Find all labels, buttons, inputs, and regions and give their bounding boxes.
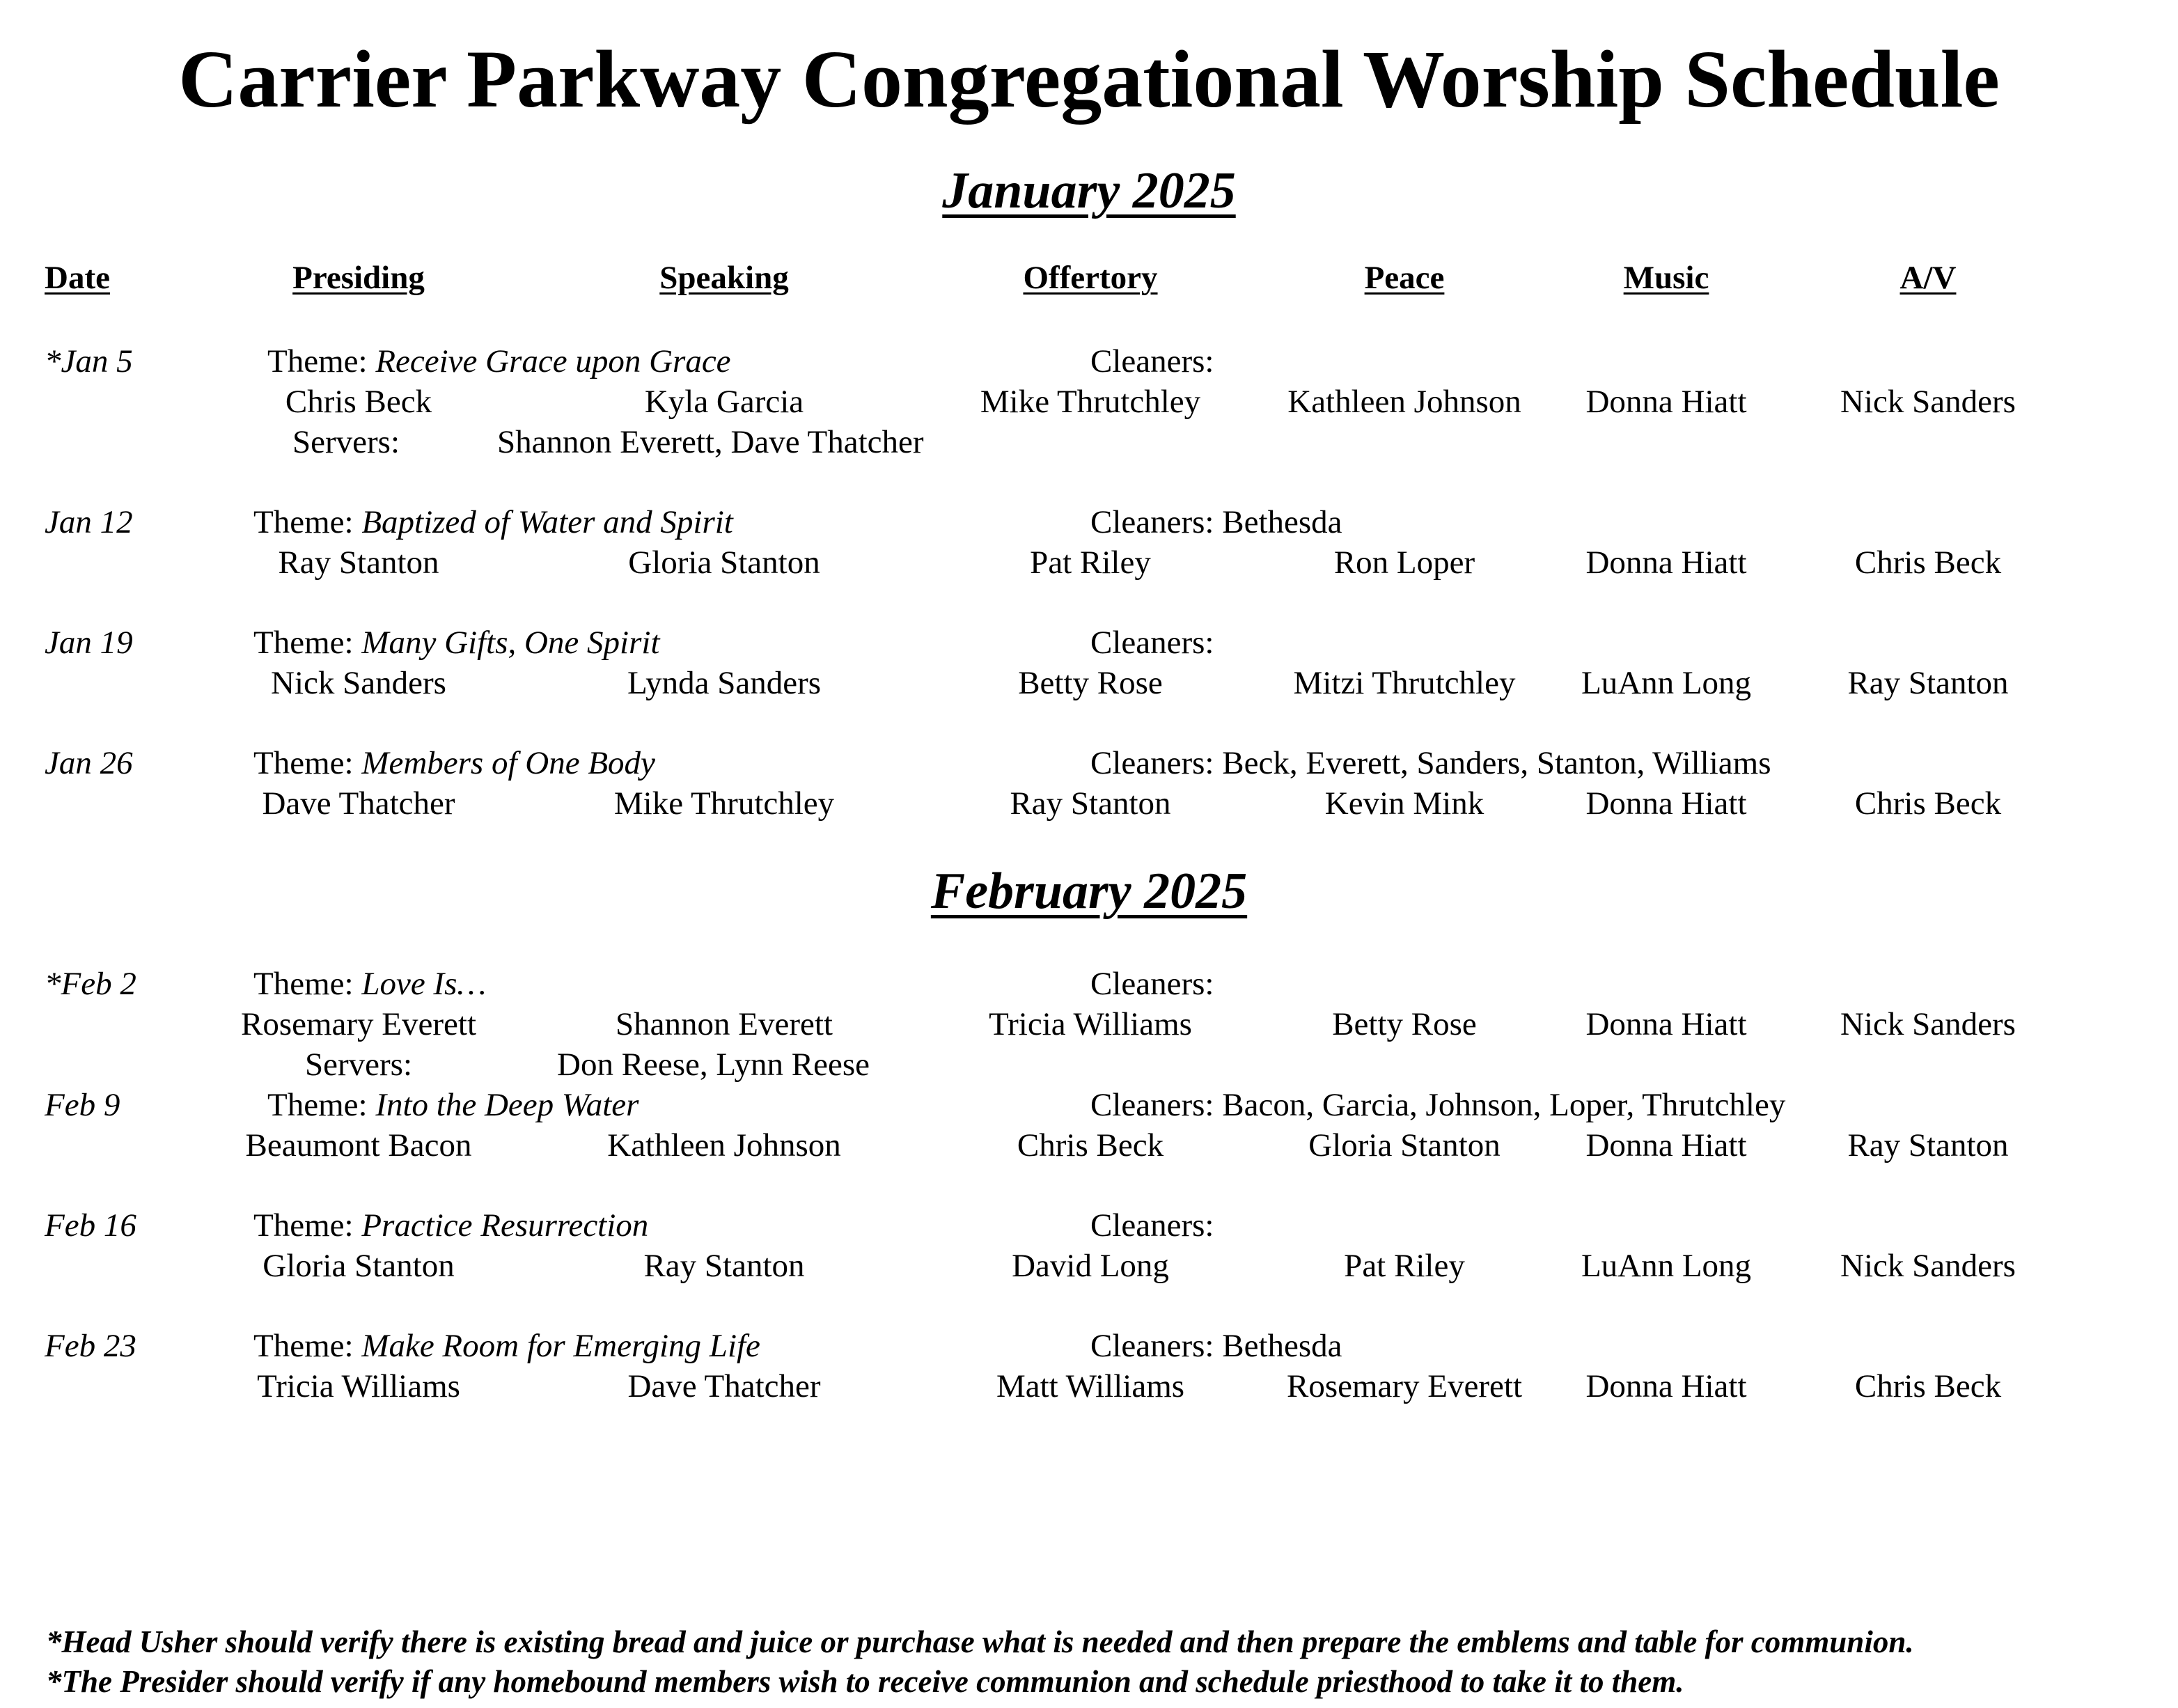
footnote-head-usher: *Head Usher should verify there is existing bread and juice or purchase what is needed and then prepare the emblems and table for communion. [46, 1624, 1914, 1659]
service-cleaners: Cleaners: [1090, 343, 1214, 379]
servers-names: Don Reese, Lynn Reese [557, 1047, 870, 1083]
col-header-music: Music [1623, 260, 1709, 296]
footnote-presider: *The Presider should verify if any homebound members wish to receive communion and schedule priesthood to take it to them. [46, 1664, 1684, 1699]
av-name: Ray Stanton [1847, 1127, 2009, 1164]
service-theme: Theme: Receive Grace upon Grace [267, 343, 731, 379]
service-theme: Theme: Into the Deep Water [267, 1087, 639, 1123]
presiding-name: Nick Sanders [271, 665, 446, 701]
av-name: Nick Sanders [1840, 1006, 2016, 1042]
speaking-name: Lynda Sanders [627, 665, 822, 701]
offertory-name: Betty Rose [1018, 665, 1163, 701]
service-date: Jan 26 [45, 745, 133, 781]
peace-name: Gloria Stanton [1308, 1127, 1501, 1164]
music-name: LuAnn Long [1581, 665, 1752, 701]
service-cleaners: Cleaners: Bethesda [1090, 1328, 1342, 1364]
month-title-january: January 2025 [942, 162, 1236, 219]
col-header-peace: Peace [1364, 260, 1445, 296]
col-header-date: Date [45, 260, 110, 296]
service-date: Jan 19 [45, 625, 133, 661]
peace-name: Ron Loper [1333, 544, 1475, 581]
presiding-name: Beaumont Bacon [245, 1127, 472, 1164]
av-name: Chris Beck [1854, 785, 2002, 822]
service-date: Feb 23 [45, 1328, 136, 1364]
offertory-name: Chris Beck [1017, 1127, 1164, 1164]
servers-label: Servers: [305, 1047, 413, 1083]
music-name: Donna Hiatt [1585, 785, 1747, 822]
presiding-name: Ray Stanton [278, 544, 439, 581]
music-name: Donna Hiatt [1585, 1127, 1747, 1164]
service-theme: Theme: Love Is… [253, 966, 487, 1002]
av-name: Nick Sanders [1840, 384, 2016, 420]
speaking-name: Shannon Everett [616, 1006, 833, 1042]
service-date: *Jan 5 [45, 343, 133, 379]
service-cleaners: Cleaners: [1090, 1207, 1214, 1244]
service-cleaners: Cleaners: [1090, 966, 1214, 1002]
music-name: Donna Hiatt [1585, 544, 1747, 581]
speaking-name: Dave Thatcher [627, 1368, 821, 1404]
offertory-name: Tricia Williams [989, 1006, 1192, 1042]
speaking-name: Mike Thrutchley [613, 785, 835, 822]
speaking-name: Ray Stanton [643, 1248, 805, 1284]
peace-name: Pat Riley [1344, 1248, 1465, 1284]
music-name: LuAnn Long [1581, 1248, 1752, 1284]
speaking-name: Kyla Garcia [644, 384, 804, 420]
service-date: *Feb 2 [45, 966, 136, 1002]
col-header-speaking: Speaking [659, 260, 789, 296]
service-theme: Theme: Baptized of Water and Spirit [253, 504, 733, 540]
month-title-february: February 2025 [930, 863, 1248, 920]
page-title: Carrier Parkway Congregational Worship Schedule [178, 33, 2000, 125]
av-name: Ray Stanton [1847, 665, 2009, 701]
av-name: Nick Sanders [1840, 1248, 2016, 1284]
peace-name: Mitzi Thrutchley [1293, 665, 1516, 701]
music-name: Donna Hiatt [1585, 1368, 1747, 1404]
offertory-name: Matt Williams [996, 1368, 1185, 1404]
servers-label: Servers: [292, 424, 400, 460]
peace-name: Betty Rose [1332, 1006, 1477, 1042]
presiding-name: Dave Thatcher [262, 785, 455, 822]
presiding-name: Tricia Williams [257, 1368, 460, 1404]
service-cleaners: Cleaners: Bacon, Garcia, Johnson, Loper, Thrutchley [1090, 1087, 1786, 1123]
service-date: Feb 9 [45, 1087, 120, 1123]
presiding-name: Chris Beck [285, 384, 432, 420]
av-name: Chris Beck [1854, 1368, 2002, 1404]
service-cleaners: Cleaners: [1090, 625, 1214, 661]
service-date: Feb 16 [45, 1207, 136, 1244]
offertory-name: David Long [1012, 1248, 1169, 1284]
speaking-name: Kathleen Johnson [607, 1127, 841, 1164]
service-cleaners: Cleaners: Bethesda [1090, 504, 1342, 540]
offertory-name: Ray Stanton [1010, 785, 1171, 822]
service-date: Jan 12 [45, 504, 133, 540]
offertory-name: Pat Riley [1030, 544, 1151, 581]
presiding-name: Rosemary Everett [240, 1006, 477, 1042]
peace-name: Kevin Mink [1324, 785, 1484, 822]
music-name: Donna Hiatt [1585, 384, 1747, 420]
service-theme: Theme: Members of One Body [253, 745, 655, 781]
av-name: Chris Beck [1854, 544, 2002, 581]
speaking-name: Gloria Stanton [628, 544, 820, 581]
col-header-av: A/V [1899, 260, 1957, 296]
presiding-name: Gloria Stanton [263, 1248, 455, 1284]
col-header-offertory: Offertory [1023, 260, 1158, 296]
music-name: Donna Hiatt [1585, 1006, 1747, 1042]
service-theme: Theme: Make Room for Emerging Life [253, 1328, 760, 1364]
peace-name: Rosemary Everett [1286, 1368, 1523, 1404]
service-cleaners: Cleaners: Beck, Everett, Sanders, Stanton, Williams [1090, 745, 1771, 781]
peace-name: Kathleen Johnson [1287, 384, 1521, 420]
service-theme: Theme: Many Gifts, One Spirit [253, 625, 660, 661]
col-header-presiding: Presiding [292, 260, 425, 296]
service-theme: Theme: Practice Resurrection [253, 1207, 649, 1244]
servers-names: Shannon Everett, Dave Thatcher [497, 424, 924, 460]
offertory-name: Mike Thrutchley [980, 384, 1201, 420]
